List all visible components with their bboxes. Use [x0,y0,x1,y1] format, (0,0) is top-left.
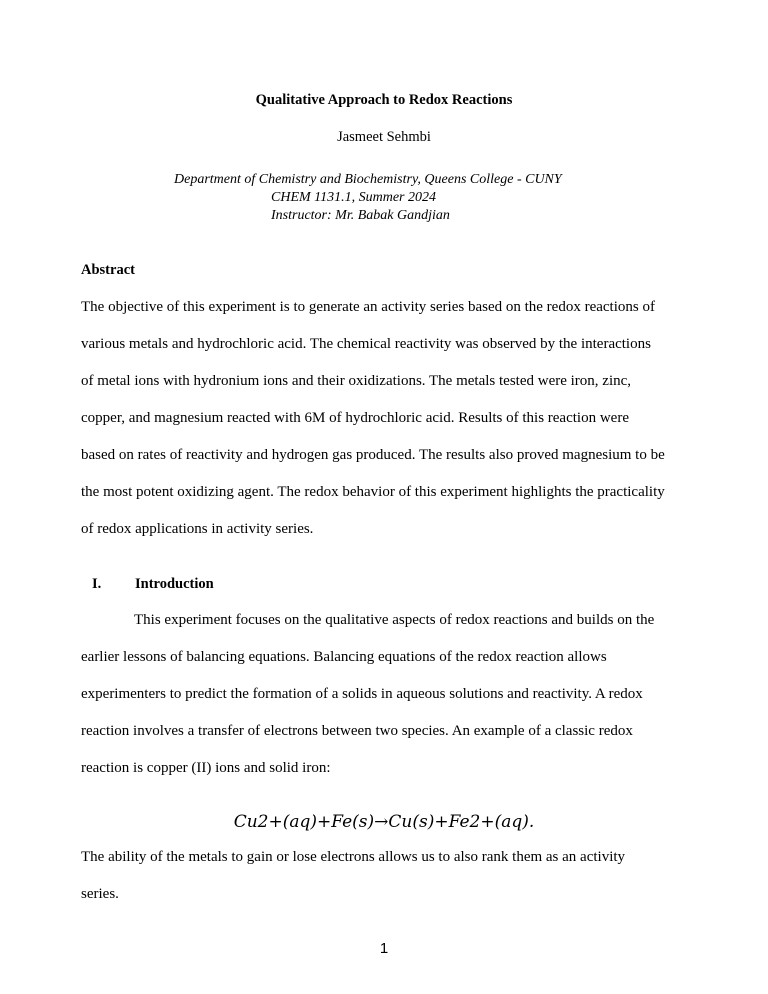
intro-line: experimenters to predict the formation of a solids in aqueous solutions and reactivity. A redox [81,686,643,702]
affiliation-department: Department of Chemistry and Biochemistry, Queens College - CUNY [174,172,562,187]
abstract-heading: Abstract [81,262,135,278]
abstract-line: The objective of this experiment is to generate an activity series based on the redox reactions of [81,299,655,315]
abstract-line: based on rates of reactivity and hydrogen gas produced. The results also proved magnesium to be [81,447,665,463]
page-number: 1 [379,940,389,957]
abstract-line: of metal ions with hydronium ions and their oxidizations. The metals tested were iron, zinc, [81,373,632,389]
abstract-line: various metals and hydrochloric acid. The chemical reactivity was observed by the interactions [81,336,651,352]
abstract-line: of redox applications in activity series. [81,521,314,537]
paper-title: Qualitative Approach to Redox Reactions [255,92,513,108]
intro-line: This experiment focuses on the qualitative aspects of redox reactions and builds on the [134,612,655,628]
redox-equation: Cu2+(aq)+Fe(s)→Cu(s)+Fe2+(aq). [233,812,535,832]
intro-line: The ability of the metals to gain or lose electrons allows us to also rank them as an activity [81,849,626,865]
intro-line: series. [81,886,119,902]
section-heading-introduction: Introduction [135,576,214,592]
intro-line: earlier lessons of balancing equations. Balancing equations of the redox reaction allows [81,649,607,665]
section-number: I. [92,576,102,592]
intro-line: reaction involves a transfer of electrons between two species. An example of a classic redox [81,723,633,739]
author-name: Jasmeet Sehmbi [337,129,431,145]
affiliation-course: CHEM 1131.1, Summer 2024 [271,190,437,205]
abstract-line: the most potent oxidizing agent. The redox behavior of this experiment highlights the practicality [81,484,665,500]
affiliation-instructor: Instructor: Mr. Babak Gandjian [271,208,450,223]
intro-line: reaction is copper (II) ions and solid iron: [81,760,331,776]
abstract-line: copper, and magnesium reacted with 6M of hydrochloric acid. Results of this reaction were [81,410,629,426]
